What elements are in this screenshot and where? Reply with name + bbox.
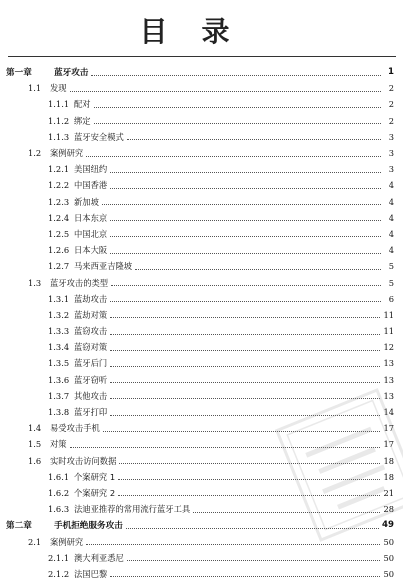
toc-entry-title: 蓝牙攻击 <box>54 68 89 79</box>
toc-entry-title: 马来西亚吉隆坡 <box>74 261 133 272</box>
toc-entry-number: 1.3.2 <box>48 309 70 320</box>
toc-entry-page: 50 <box>383 568 394 579</box>
toc-subsection-entry[interactable] <box>0 566 403 582</box>
dot-leader <box>135 269 381 270</box>
toc-entry-number: 1.3.4 <box>48 342 70 353</box>
toc-subsection-entry[interactable] <box>0 323 403 339</box>
dot-leader <box>91 75 381 76</box>
toc-entry-number: 1.2.5 <box>48 228 70 239</box>
toc-entry-number: 1.2.7 <box>48 261 70 272</box>
toc-entry-title: 实时攻击访问数据 <box>50 455 117 466</box>
toc-entry-number: 1.4 <box>28 423 42 434</box>
toc-entry-title: 案例研究 <box>50 148 84 159</box>
toc-entry-number: 1.3.6 <box>48 374 70 385</box>
toc-entry-page: 18 <box>383 471 394 482</box>
toc-entry-title: 蓝牙打印 <box>74 407 108 418</box>
toc-entry-number: 1.3.1 <box>48 293 70 304</box>
dot-leader <box>110 236 381 237</box>
toc-entry-page: 2 <box>388 83 394 94</box>
dot-leader <box>110 253 381 254</box>
toc-entry-number: 1.1.3 <box>48 131 70 142</box>
toc-entry-page: 2 <box>388 115 394 126</box>
toc-entry-title: 配对 <box>74 99 91 110</box>
toc-subsection-entry[interactable] <box>0 242 403 258</box>
toc-subsection-entry[interactable] <box>0 550 403 566</box>
toc-subsection-entry[interactable] <box>0 210 403 226</box>
toc-subsection-entry[interactable] <box>0 291 403 307</box>
toc-entry-number: 1.2.2 <box>48 180 70 191</box>
toc-entry-page: 17 <box>383 423 394 434</box>
toc-subsection-entry[interactable] <box>0 372 403 388</box>
toc-entry-number: 1.6.3 <box>48 504 70 515</box>
toc-subsection-entry[interactable] <box>0 307 403 323</box>
page-title: 目录 <box>139 15 264 48</box>
toc-entry-page: 14 <box>383 407 394 418</box>
toc-entry-title: 易受攻击手机 <box>50 423 100 434</box>
toc-entry-page: 1 <box>388 67 394 78</box>
toc-entry-title: 其他攻击 <box>74 390 108 401</box>
toc-entry-page: 49 <box>382 520 394 531</box>
toc-entry-number: 1.2.6 <box>48 245 70 256</box>
toc-entry-page: 17 <box>383 439 394 450</box>
toc-entry-title: 蓝牙后门 <box>74 358 108 369</box>
toc-entry-title: 蓝劫对策 <box>74 309 108 320</box>
toc-entry-page: 50 <box>383 552 394 563</box>
toc-entry-page: 28 <box>383 504 394 515</box>
toc-entry-number: 1.3.5 <box>48 358 70 369</box>
toc-entry-number: 1.6 <box>28 455 42 466</box>
toc-entry-title: 案例研究 <box>50 536 84 547</box>
toc-subsection-entry[interactable] <box>0 226 403 242</box>
dot-leader <box>86 156 381 157</box>
dot-leader <box>111 285 381 286</box>
toc-entry-page: 4 <box>388 180 394 191</box>
toc-entry-title: 新加坡 <box>74 196 99 207</box>
toc-entry-number: 1.1.2 <box>48 115 70 126</box>
toc-entry-title: 蓝劫攻击 <box>74 293 108 304</box>
toc-entry-number: 1.5 <box>28 439 42 450</box>
dot-leader <box>110 576 380 577</box>
toc-entry-page: 4 <box>388 228 394 239</box>
toc-subsection-entry[interactable] <box>0 129 403 145</box>
toc-entry-number: 2.1 <box>28 536 42 547</box>
toc-entry-page: 13 <box>383 390 394 401</box>
toc-entry-title: 发现 <box>50 83 67 94</box>
toc-entry-title: 对策 <box>50 439 67 450</box>
dot-leader <box>110 172 381 173</box>
toc-subsection-entry[interactable] <box>0 161 403 177</box>
toc-entry-title: 个案研究 1 <box>74 471 116 482</box>
dot-leader <box>110 350 380 351</box>
dot-leader <box>86 544 380 545</box>
toc-entry-title: 手机拒绝服务攻击 <box>54 521 123 532</box>
dot-leader <box>94 107 381 108</box>
toc-subsection-entry[interactable] <box>0 194 403 210</box>
toc-entry-page: 3 <box>388 164 394 175</box>
dot-leader <box>70 91 381 92</box>
toc-entry-title: 澳大利亚悉尼 <box>74 552 124 563</box>
toc-entry-title: 美国纽约 <box>74 164 108 175</box>
dot-leader <box>127 139 381 140</box>
dot-leader <box>110 366 380 367</box>
toc-subsection-entry[interactable] <box>0 355 403 371</box>
dot-leader <box>110 382 380 383</box>
toc-entry-number: 2.1.1 <box>48 552 70 563</box>
toc-entry-title: 蓝牙窃听 <box>74 374 108 385</box>
toc-entry-number: 第二章 <box>6 521 32 532</box>
toc-entry-title: 法国巴黎 <box>74 568 108 579</box>
toc-subsection-entry[interactable] <box>0 258 403 274</box>
toc-entry-title: 蓝牙攻击的类型 <box>50 277 109 288</box>
toc-entry-number: 1.2.1 <box>48 164 70 175</box>
toc-entry-title: 日本东京 <box>74 212 108 223</box>
toc-entry-title: 蓝窃攻击 <box>74 326 108 337</box>
toc-entry-page: 6 <box>388 293 394 304</box>
toc-entry-title: 中国香港 <box>74 180 108 191</box>
dot-leader <box>127 560 381 561</box>
toc-entry-page: 50 <box>383 536 394 547</box>
toc-entry-page: 12 <box>383 342 394 353</box>
toc-section-entry[interactable] <box>0 80 403 96</box>
toc-entry-page: 2 <box>388 99 394 110</box>
dot-leader <box>94 123 381 124</box>
toc-entry-number: 1.3.7 <box>48 390 70 401</box>
toc-entry-number: 1.2 <box>28 148 42 159</box>
toc-chapter-entry[interactable] <box>0 64 403 80</box>
toc-entry-title: 蓝窃对策 <box>74 342 108 353</box>
toc-entry-number: 1.1 <box>28 83 42 94</box>
toc-entry-page: 18 <box>383 455 394 466</box>
toc-entry-number: 1.3.3 <box>48 326 70 337</box>
toc-entry-page: 5 <box>388 277 394 288</box>
toc-entry-page: 3 <box>388 131 394 142</box>
dot-leader <box>102 204 381 205</box>
toc-entry-page: 4 <box>388 196 394 207</box>
dot-leader <box>110 220 381 221</box>
title-divider <box>8 56 396 57</box>
toc-entry-page: 4 <box>388 245 394 256</box>
toc-entry-title: 日本大阪 <box>74 245 108 256</box>
toc-entry-page: 4 <box>388 212 394 223</box>
toc-entry-page: 11 <box>383 326 394 337</box>
toc-section-entry[interactable] <box>0 274 403 290</box>
dot-leader <box>110 301 381 302</box>
toc-entry-number: 第一章 <box>6 68 32 79</box>
toc-entry-number: 1.2.4 <box>48 212 70 223</box>
toc-subsection-entry[interactable] <box>0 96 403 112</box>
toc-entry-title: 法迪亚推荐的常用流行蓝牙工具 <box>74 504 191 515</box>
dot-leader <box>110 334 380 335</box>
toc-entry-number: 1.1.1 <box>48 99 70 110</box>
toc-subsection-entry[interactable] <box>0 113 403 129</box>
toc-section-entry[interactable] <box>0 145 403 161</box>
toc-entry-page: 13 <box>383 358 394 369</box>
toc-subsection-entry[interactable] <box>0 177 403 193</box>
toc-entry-title: 绑定 <box>74 115 91 126</box>
toc-subsection-entry[interactable] <box>0 339 403 355</box>
toc-entry-page: 21 <box>383 487 394 498</box>
toc-entry-title: 个案研究 2 <box>74 487 116 498</box>
dot-leader <box>110 188 381 189</box>
toc-entry-number: 1.3.8 <box>48 407 70 418</box>
toc-entry-number: 1.6.2 <box>48 487 70 498</box>
toc-entry-title: 蓝牙安全模式 <box>74 131 124 142</box>
toc-entry-number: 1.2.3 <box>48 196 70 207</box>
toc-entry-number: 1.3 <box>28 277 42 288</box>
toc-entry-number: 2.1.2 <box>48 568 70 579</box>
toc-entry-page: 13 <box>383 374 394 385</box>
dot-leader <box>110 317 380 318</box>
toc-entry-page: 3 <box>388 148 394 159</box>
toc-entry-title: 中国北京 <box>74 228 108 239</box>
toc-entry-number: 1.6.1 <box>48 471 70 482</box>
toc-entry-page: 11 <box>383 309 394 320</box>
toc-entry-page: 5 <box>388 261 394 272</box>
